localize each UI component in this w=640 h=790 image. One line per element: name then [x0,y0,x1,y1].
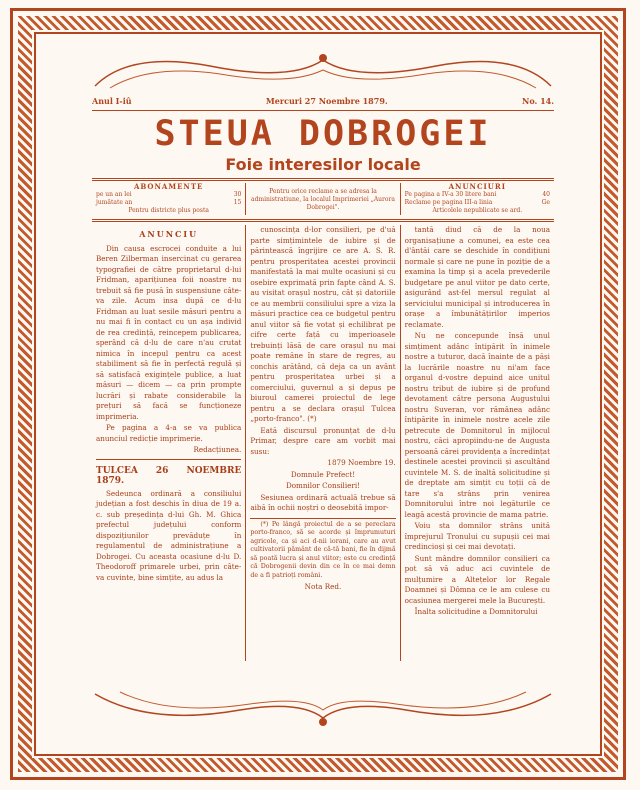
paragraph: Eată discursul pronunțat de d-lu Primar, despre care am vorbit mai susu: [250,425,396,456]
masthead-rule [92,178,554,181]
issue-date: Mercuri 27 Noembre 1879. [265,96,388,106]
paragraph: cunoscința d-lor consilieri, pe d'uă parte simțimintele de iubire și de părintească îngrijire ce are A. S. R. pentru prosperitatea acestei provincii manifestată la mai multe ocasiuni și cu osebire exprimată prin fapte când A. S. au visitat orașul nostru, cât și datoriile ce au membrii consiliului spre a viza la măsuri practice cea ce budgetul pentru anul viitor să fie votat și echilibrat pe cifre certe față cu imperioasele trebuinți lăsă de care orașul nu mai poate remăne în stare de regres, au conchis arătând, că deja ca un avânt pentru prosperitatea urbei și a comerciului, guvernul a și depus pe biuroul camerei proiectul de lege pentru a se declara orașul Tulcea „porto-franco". (*) [250,225,396,423]
meta-rule [92,110,554,111]
reclame-box [245,183,399,215]
column-3 [400,225,554,661]
paragraph: Pe pagina a 4-a se va publica anunciul redicție imprimerie. [96,423,242,443]
paragraph: Nu ne concepunde însă unul simțiment adânc întipărit în inimele nostre a tuturor, dacă înainte de a păși la lucrările noastre nu ni'am face organul d-vostre depuind aice unitul nostru tribut de iubire și de profund devotament către persona Augustului nostru Suveran, vor rămânea adânc întipărite în inimele nostre acele zile petrecute de Domnitorul în mijlocul nostru, căci apropiindu-ne de Augusta persoană cărei providența a încredințat destinele acestei provincii și ascultând cuvintele M. S. de înaltă solicitudine și de dreptate am simțit cu toții că de tare s'a strâns prin venirea Domnitorului între noi legăturile ce leagă acestă provincie de mama patrie. [404,331,550,519]
paragraph: Voiu sta domnilor strâns unită împrejurul Tronului cu supușii cei mai credincioși și cei mai devotați. [404,521,550,551]
newspaper-page [92,96,554,692]
paragraph: Sunt mândre domnilor consilieri ca pot să vă aduc aci cuvintele de mulțumire a Altețelor lor Regale Doamnei și Dômna ce le am culese cu ocasiunea mergerei mele la București. [404,553,550,605]
article-heading: TULCEA 26 NOEMBRE 1879. [96,465,242,486]
reclame-text: Pentru orice reclame a se adresa la administratiune, la localul Imprimeriei „Aurora Dobrogei". [251,188,395,211]
anunciuri-line: Pe pagina a IV-a 30 litere bani 40 [404,191,550,198]
article-columns [92,225,554,661]
paragraph: Înalta solicitudine a Domnitorului [414,607,538,616]
masthead [92,115,554,174]
signature: Redacțiunea. [193,445,242,454]
header-ornament [90,46,556,92]
column-rule [96,459,241,460]
issue-year: Anul I-iû [92,96,132,106]
salutation: Domnule Prefect! [290,469,356,479]
issue-meta [92,96,554,106]
abonamente-title: ABONAMENTE [133,182,204,191]
footnote-sign: Nota Red. [304,581,342,591]
anunciuri-box [400,183,554,215]
speech-date: 1879 Noembre 19. [327,458,396,467]
issue-number: No. 14. [522,96,554,106]
abonamente-box [92,183,245,215]
paragraph: Sedeunca ordinară a consiliului județian a fost deschis în diua de 19 a. c. sub președința d-lui Gh. M. Ghica prefectul județului conform dispozițiunilor prevăduțe în regulamentul de administrațiune a Dobrogei. Cu aceasta ocasiune d-lu D. Theodoroff primarele urbei, prin câte-va cuvinte, bine simțite, au adus la [96,488,242,582]
column-1 [92,225,245,661]
abonamente-line: pe un an lei 30 [96,191,242,198]
abonamente-line: jumătate an 15 [96,199,242,206]
anunciuri-line: Reclame pe pagina III-a linia Ge [404,199,550,206]
salutation: Domnilor Consilieri! [285,481,361,490]
anunciuri-note: Articolele nepublicate se ard. [432,207,523,214]
anunciu-heading: ANUNCIU [139,229,199,239]
paragraph: tantă diud că de la noua organisațiune a comunei, ea este cea d'ântăi care se deschide în condițiuni normale și care ne pune în poziție de a examina la timp și a acela prevederile budgetare pe anul viitor pe dato certe, asigurând ast-fel mersul regulat al serviciului municipal și introducerea în orașe a îmbunătățirilor imperios reclamate. [404,225,550,329]
anunciuri-title: ANUNCIURI [448,182,506,191]
paragraph: Sesiunea ordinară actuală trebue să aibă în ochii noștri o deosebită impor- [250,492,396,512]
abonamente-note: Pentru districte plus posta [128,207,209,214]
subscription-info [92,183,554,215]
info-rule [92,219,554,222]
newspaper-title: STEUA DOBROGEI [154,114,492,154]
paragraph: Din causa escrocei conduite a lui Beren Zilberman insercinat cu gerarea typografiei de către proprietarul d-lui Fridman, aparițiunea foii noastre nu trebuit să fie pusă în suspensiune câte-va zile. Acum insa după ce d-lu Fridman au luat sesile măsuri pentru a nu mai fi în contact cu un așa individ de rea credință, reincepem publicarea, sperând că d-lu de care n'au crutat nimica în incepul pentru ca acest stabiliment să fie în perfectă regulă și să satisfacă exigințele publice, a luat măsuri — dicem — ca prin prompte lucrări și rabate considerabile la prețuri să facă se funcționeze imprimeria. [96,243,242,421]
newspaper-subtitle: Foie interesilor locale [225,155,421,174]
footer-ornament [90,690,556,730]
footnote: (*) Pe lângă proiectul de a se pereclara porto-franco, să se acorde și împrumuturi agricole, ca și aci d-nii iorani, care au avut cultivatorii pământ de că-tă bani, fie în dijmă să poată lucra și anul viitor; este cu credință că Dobrogenii devin din ce în ce mai demn de a fi patrioți români. [250,518,395,581]
column-2 [245,225,399,661]
